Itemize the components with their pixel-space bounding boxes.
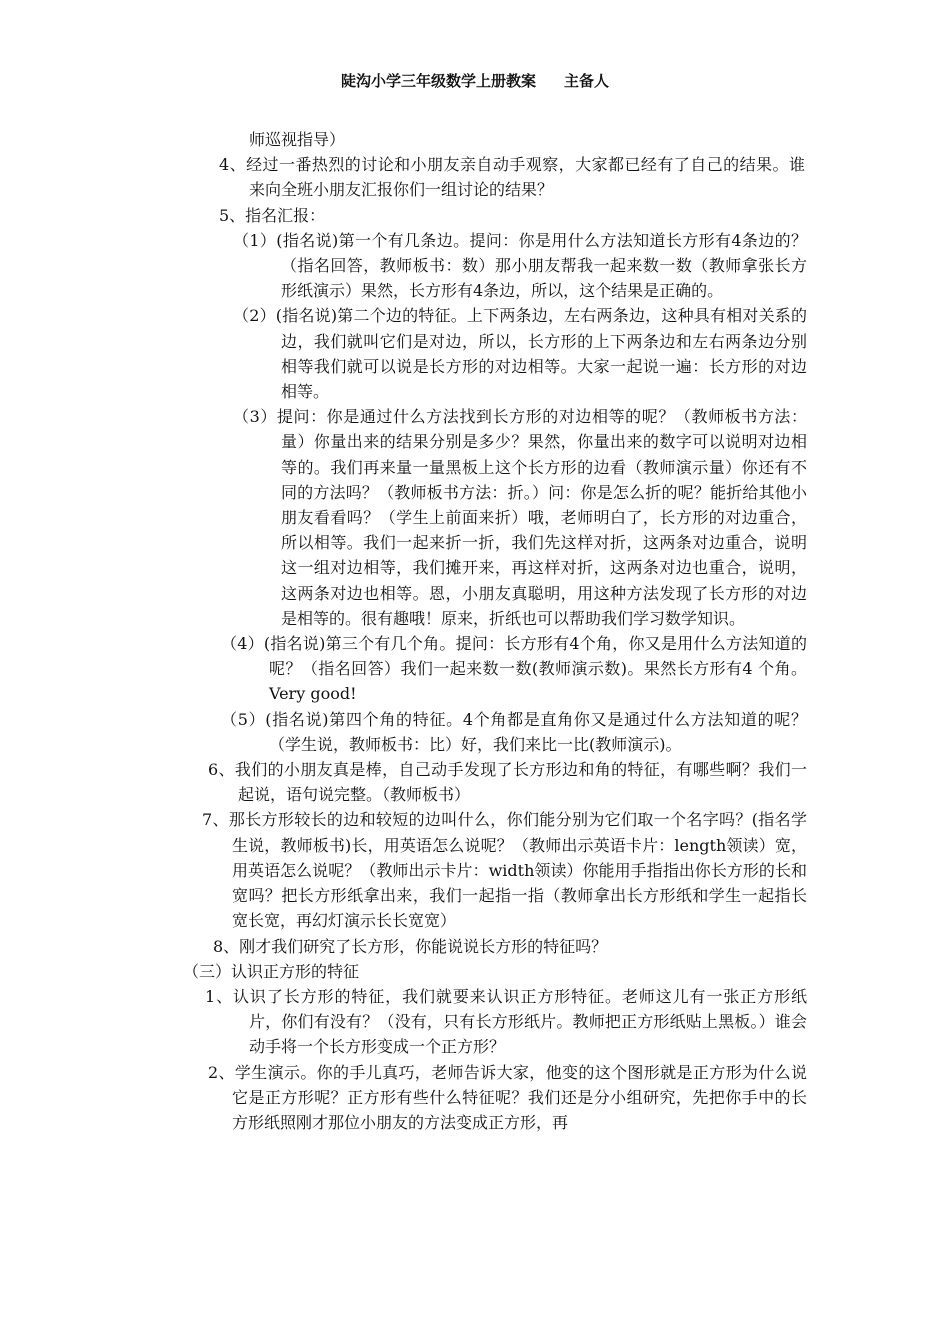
preparer-label: 主备人 <box>564 72 610 90</box>
paragraph-report-4: （4）(指名说)第三个有几个角。提问：长方形有4个角，你又是用什么方法知道的呢？（指名回答）我们一起来数一数(教师演示数)。果然长方形有4 个角。Very good! <box>221 634 807 704</box>
paragraph-square-1: 1、认识了长方形的特征，我们就要来认识正方形特征。老师这儿有一张正方形纸片，你们有没有？（没有，只有长方形纸片。教师把正方形纸贴上黑板。）谁会动手将一个长方形变成一个正方形？ <box>205 986 807 1057</box>
paragraph-report-3: （3）提问：你是通过什么方法找到长方形的对边相等的呢？（教师板书方法：量）你量出来的结果分别是多少？果然，你量出来的数字可以说明对边相等的。我们再来量一量黑板上这个长方形的边看（教师演示量）你还有不同的方法吗？（教师板书方法：折。）问：你是怎么折的呢？能折给其他小朋友看看吗？（学生上前面来折）哦，老师明白了，长方形的对边重合，所以相等。我们一起来折一折，我们先这样对折，这两条对边重合，说明这一组对边相等，我们摊开来，再这样对折，这两条对边也重合，说明，这两条对边也相等。恩，小朋友真聪明，用这种方法发现了长方形的对边是相等的。很有趣哦！原来，折纸也可以帮助我们学习数学知识。 <box>233 407 807 628</box>
paragraph-report-1: （1）(指名说)第一个有几条边。提问：你是用什么方法知道长方形有4条边的？（指名回答，教师板书：数）那小朋友帮我一起来数一数（教师拿张长方形纸演示）果然，长方形有4条边，所以，这个结果是正确的。 <box>233 230 807 301</box>
paragraph-square-2: 2、学生演示。你的手儿真巧，老师告诉大家，他变的这个图形就是正方形为什么说它是正方形呢？正方形有些什么特征呢？我们还是分小组研究，先把你手中的长方形纸照刚才那位小朋友的方法变成正方形，再 <box>208 1062 807 1132</box>
paragraph-continuation: 师巡视指导） <box>249 130 346 149</box>
paragraph-step-5: 5、指名汇报： <box>219 205 326 225</box>
paragraph-step-6: 6、我们的小朋友真是棒，自己动手发现了长方形边和角的特征，有哪些啊？我们一起说，语句说完整。（教师板书） <box>208 760 807 805</box>
paragraph-step-8: 8、刚才我们研究了长方形，你能说说长方形的特征吗？ <box>213 936 608 956</box>
paragraph-step-4: 4、经过一番热烈的讨论和小朋友亲自动手观察，大家都已经有了自己的结果。谁来向全班小朋友汇报你们一组讨论的结果？ <box>219 155 805 200</box>
lesson-body <box>0 127 950 1135</box>
document-header <box>0 70 950 91</box>
paragraph-report-5: （5）(指名说)第四个角的特征。4个角都是直角你又是通过什么方法知道的呢？（学生说，教师板书：比）好，我们来比一比(教师演示)。 <box>221 709 807 754</box>
paragraph-step-7: 7、那长方形较长的边和较短的边叫什么，你们能分别为它们取一个名字吗？(指名学生说，教师板书)长，用英语怎么说呢？（教师出示英语卡片：length领读）宽，用英语怎么说呢？（教师出示卡片：width领读）你能用手指指出你长方形的长和宽吗？把长方形纸拿出来，我们一起指一指（教师拿出长方形纸和学生一起指长宽长宽，再幻灯演示长长宽宽） <box>202 810 807 931</box>
paragraph-report-2: （2）(指名说)第二个边的特征。上下两条边，左右两条边，这种具有相对关系的边，我们就叫它们是对边，所以，长方形的上下两条边和左右两条边分别相等我们就可以说是长方形的对边相等。大家一起说一遍：长方形的对边相等。 <box>233 306 807 402</box>
section-heading-square: （三）认识正方形的特征 <box>183 961 360 981</box>
school-title: 陡沟小学三年级数学上册教案 <box>340 72 536 90</box>
